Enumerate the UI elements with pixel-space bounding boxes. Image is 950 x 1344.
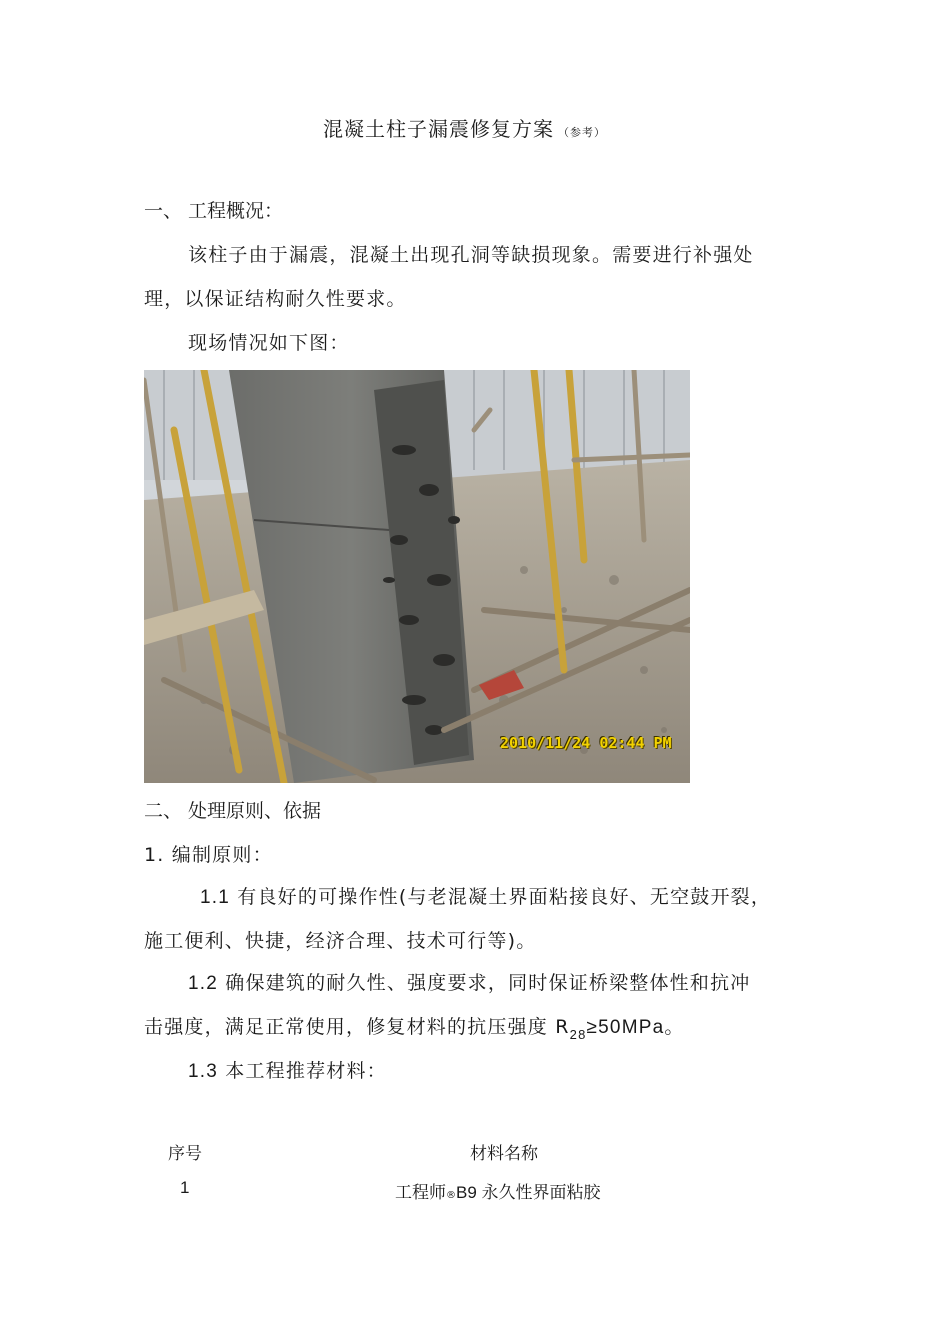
para-1-1-number: 1.1 — [200, 887, 231, 908]
table-row-1-name — [395, 1178, 601, 1203]
para-1-2-text2: 击强度，满足正常使用，修复材料的抗压强度 R — [144, 1016, 570, 1038]
section1-heading: 一、 工程概况： — [144, 200, 284, 222]
section2-sub1: 1. 编制原则： — [144, 844, 273, 866]
page-title — [323, 113, 606, 142]
strength-value: ≥50MPa。 — [586, 1017, 685, 1038]
section2-heading: 二、 处理原则、依据 — [144, 800, 322, 822]
material-name-a: 工程师 — [395, 1183, 446, 1203]
site-photo — [144, 370, 690, 783]
para-1-1-line1 — [200, 882, 771, 909]
photo-timestamp: 2010/11/24 02:44 PM — [500, 734, 672, 752]
para-1-3-text: 本工程推荐材料： — [225, 1060, 387, 1082]
strength-subscript: 28 — [569, 1027, 587, 1042]
section1-line3: 现场情况如下图： — [188, 332, 350, 354]
para-1-2-text: 确保建筑的耐久性、强度要求，同时保证桥梁整体性和抗冲 — [225, 972, 751, 994]
section1-line1: 该柱子由于漏震，混凝土出现孔洞等缺损现象。需要进行补强处 — [188, 244, 754, 266]
table-header-no: 序号 — [168, 1144, 202, 1164]
table-row-1-no: 1 — [180, 1178, 190, 1197]
site-photo-illustration — [144, 370, 690, 783]
para-1-3-number: 1.3 — [188, 1061, 219, 1082]
para-1-2-number: 1.2 — [188, 973, 219, 994]
para-1-2-line1 — [188, 968, 750, 995]
para-1-1-text: 有良好的可操作性(与老混凝土界面粘接良好、无空鼓开裂， — [237, 886, 772, 908]
title-note: （参考） — [558, 126, 606, 139]
para-1-1-line2: 施工便利、快捷，经济合理、技术可行等)。 — [144, 930, 537, 952]
table-header-name: 材料名称 — [470, 1144, 538, 1164]
para-1-3 — [188, 1056, 387, 1083]
material-name-b: B9 永久性界面粘胶 — [456, 1183, 601, 1202]
section1-line2: 理，以保证结构耐久性要求。 — [144, 288, 407, 310]
title-main: 混凝土柱子漏震修复方案 — [323, 117, 554, 141]
para-1-2-line2 — [144, 1012, 685, 1042]
registered-mark: ® — [446, 1190, 456, 1201]
